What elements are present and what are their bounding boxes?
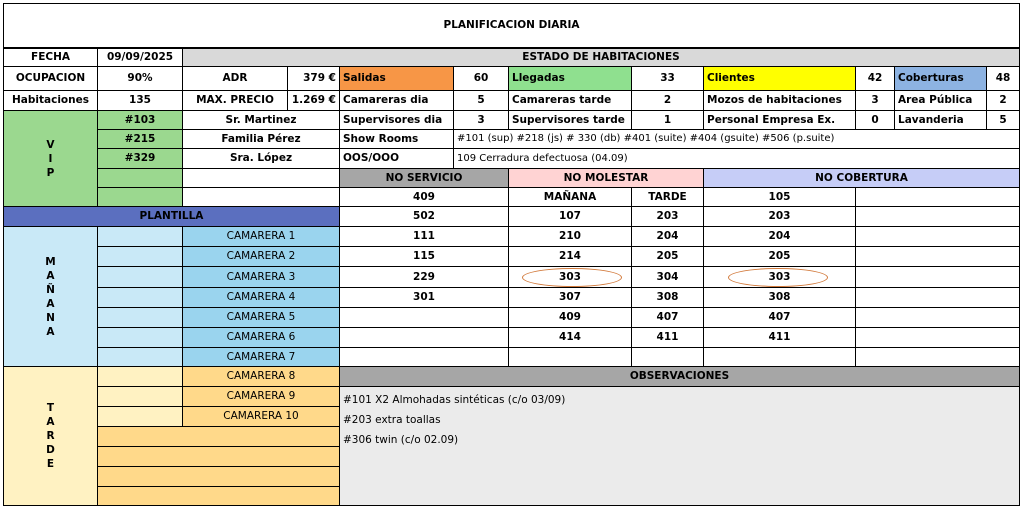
roster-slot[interactable] <box>97 466 340 487</box>
no-molestar-tarde-cell[interactable]: 205 <box>631 246 704 267</box>
no-molestar-tarde-cell[interactable]: 203 <box>631 206 704 227</box>
empty-cell[interactable] <box>339 327 509 348</box>
personal-ex-label: Personal Empresa Ex. <box>703 110 856 130</box>
sup-dia-label: Supervisores dia <box>339 110 454 130</box>
vip-letter: I <box>48 152 53 165</box>
show-rooms-label: Show Rooms <box>339 129 454 149</box>
adr-label: ADR <box>182 66 288 91</box>
roster-slot[interactable] <box>97 347 183 367</box>
maxprecio-label: MAX. PRECIO <box>182 90 288 111</box>
tarde-letter: D <box>46 444 55 456</box>
no-cobertura-header: NO COBERTURA <box>703 168 1020 188</box>
roster-slot[interactable] <box>97 386 183 407</box>
tarde-letter: R <box>46 430 55 442</box>
empty-cell[interactable] <box>631 347 704 367</box>
camarera-name[interactable]: CAMARERA 8 <box>182 366 340 387</box>
oos-value[interactable]: 109 Cerradura defectuosa (04.09) <box>453 148 1020 169</box>
vip-room[interactable]: #215 <box>97 129 183 149</box>
lavanderia-label: Lavanderia <box>894 110 987 130</box>
manana-letter: Ñ <box>46 283 55 296</box>
camareras-dia-label: Camareras dia <box>339 90 454 111</box>
empty-cell[interactable] <box>855 226 1020 247</box>
vip-letter: P <box>46 166 55 179</box>
camarera-name[interactable]: CAMARERA 10 <box>182 406 340 427</box>
camareras-tarde-label: Camareras tarde <box>508 90 632 111</box>
no-molestar-tarde-cell[interactable]: 411 <box>631 327 704 348</box>
observacion-line: #306 twin (c/o 02.09) <box>343 434 459 446</box>
coberturas-label: Coberturas <box>894 66 987 91</box>
roster-slot[interactable] <box>97 366 183 387</box>
roster-slot[interactable] <box>97 307 183 328</box>
no-cobertura-cell[interactable]: 407 <box>703 307 856 328</box>
empty-cell[interactable] <box>855 206 1020 227</box>
roster-slot[interactable] <box>97 226 183 247</box>
roster-slot[interactable] <box>97 327 183 348</box>
salidas-value[interactable]: 60 <box>453 66 509 91</box>
manana-letter: A <box>46 269 55 282</box>
no-servicio-cell[interactable]: 111 <box>339 226 509 247</box>
vip-name[interactable]: Sr. Martinez <box>182 110 340 130</box>
empty-cell[interactable] <box>855 287 1020 308</box>
tarde-letter: E <box>46 458 55 470</box>
no-molestar-tarde-cell[interactable]: 407 <box>631 307 704 328</box>
no-cobertura-cell[interactable]: 204 <box>703 226 856 247</box>
camarera-name[interactable]: CAMARERA 4 <box>182 287 340 308</box>
roster-slot[interactable] <box>97 406 183 427</box>
observaciones-box[interactable] <box>339 386 1020 506</box>
no-servicio-cell[interactable]: 409 <box>339 187 509 207</box>
empty-cell[interactable] <box>855 307 1020 328</box>
observaciones-header: OBSERVACIONES <box>339 366 1020 387</box>
vip-label <box>3 110 98 207</box>
manana-letter: A <box>46 297 55 310</box>
tarde-letter: A <box>46 416 55 428</box>
tarde-header: TARDE <box>631 187 704 207</box>
no-cobertura-cell[interactable]: 105 <box>703 187 856 207</box>
empty-cell[interactable] <box>855 246 1020 267</box>
ocupacion-label: OCUPACION <box>3 66 98 91</box>
camareras-dia-value[interactable]: 5 <box>453 90 509 111</box>
camarera-name[interactable]: CAMARERA 2 <box>182 246 340 267</box>
roster-slot[interactable] <box>97 287 183 308</box>
camarera-name[interactable]: CAMARERA 3 <box>182 266 340 288</box>
no-molestar-manana-cell[interactable]: 307 <box>508 287 632 308</box>
plantilla-header: PLANTILLA <box>3 206 340 227</box>
no-molestar-manana-cell[interactable]: 107 <box>508 206 632 227</box>
vip-name[interactable]: Familia Pérez <box>182 129 340 149</box>
no-molestar-tarde-cell[interactable]: 304 <box>631 266 704 288</box>
camarera-name[interactable]: CAMARERA 1 <box>182 226 340 247</box>
vip-room[interactable]: #329 <box>97 148 183 169</box>
sup-dia-value[interactable]: 3 <box>453 110 509 130</box>
empty-cell[interactable] <box>855 347 1020 367</box>
tarde-letter: T <box>46 402 55 414</box>
no-molestar-manana-cell[interactable]: 409 <box>508 307 632 328</box>
lavanderia-value[interactable]: 5 <box>986 110 1020 130</box>
observacion-line: #101 X2 Almohadas sintéticas (c/o 03/09) <box>343 394 566 406</box>
page-title: PLANIFICACION DIARIA <box>3 3 1020 48</box>
manana-letter: M <box>45 255 56 268</box>
no-servicio-cell[interactable]: 115 <box>339 246 509 267</box>
empty-cell[interactable] <box>855 327 1020 348</box>
manana-header: MAÑANA <box>508 187 632 207</box>
mozos-label: Mozos de habitaciones <box>703 90 856 111</box>
mozos-value[interactable]: 3 <box>855 90 895 111</box>
roster-slot[interactable] <box>97 426 340 447</box>
ocupacion-value[interactable]: 90% <box>97 66 183 91</box>
area-publica-label: Area Pública <box>894 90 987 111</box>
roster-slot[interactable] <box>97 486 340 506</box>
personal-ex-value[interactable]: 0 <box>855 110 895 130</box>
vip-letter: V <box>46 138 55 151</box>
no-cobertura-cell[interactable]: 203 <box>703 206 856 227</box>
salidas-label: Salidas <box>339 66 454 91</box>
roster-slot[interactable] <box>97 446 340 467</box>
llegadas-value[interactable]: 33 <box>631 66 704 91</box>
camarera-name[interactable]: CAMARERA 9 <box>182 386 340 407</box>
clientes-label: Clientes <box>703 66 856 91</box>
camarera-name[interactable]: CAMARERA 5 <box>182 307 340 328</box>
empty-cell[interactable] <box>855 187 1020 207</box>
vip-name-empty[interactable] <box>182 187 340 207</box>
observacion-line: #203 extra toallas <box>343 414 441 426</box>
no-molestar-manana-cell[interactable]: 303 <box>508 266 632 288</box>
maxprecio-value[interactable]: 1.269 € <box>287 90 340 111</box>
vip-room[interactable]: #103 <box>97 110 183 130</box>
no-servicio-cell[interactable]: 301 <box>339 287 509 308</box>
no-molestar-manana-cell[interactable]: 214 <box>508 246 632 267</box>
no-servicio-cell[interactable]: 229 <box>339 266 509 288</box>
vip-room-empty[interactable] <box>97 168 183 188</box>
llegadas-label: Llegadas <box>508 66 632 91</box>
fecha-value[interactable]: 09/09/2025 <box>97 48 183 67</box>
vip-room-empty[interactable] <box>97 187 183 207</box>
manana-letter: N <box>46 311 55 324</box>
no-cobertura-cell[interactable]: 308 <box>703 287 856 308</box>
camarera-name[interactable]: CAMARERA 6 <box>182 327 340 348</box>
habitaciones-value[interactable]: 135 <box>97 90 183 111</box>
no-servicio-cell[interactable]: 502 <box>339 206 509 227</box>
manana-label <box>3 226 98 367</box>
sup-tarde-label: Supervisores tarde <box>508 110 632 130</box>
empty-cell[interactable] <box>339 347 509 367</box>
empty-cell[interactable] <box>703 347 856 367</box>
no-molestar-tarde-cell[interactable]: 308 <box>631 287 704 308</box>
manana-letter: A <box>46 325 55 338</box>
camarera-name[interactable]: CAMARERA 7 <box>182 347 340 367</box>
area-publica-value[interactable]: 2 <box>986 90 1020 111</box>
camareras-tarde-value[interactable]: 2 <box>631 90 704 111</box>
habitaciones-label: Habitaciones <box>3 90 98 111</box>
roster-slot[interactable] <box>97 246 183 267</box>
oos-label: OOS/OOO <box>339 148 454 169</box>
sup-tarde-value[interactable]: 1 <box>631 110 704 130</box>
empty-cell[interactable] <box>508 347 632 367</box>
show-rooms-value[interactable]: #101 (sup) #218 (js) # 330 (db) #401 (suite) #404 (gsuite) #506 (p.suite) <box>453 129 1020 149</box>
no-molestar-manana-cell[interactable]: 210 <box>508 226 632 247</box>
no-molestar-manana-cell[interactable]: 414 <box>508 327 632 348</box>
adr-value[interactable]: 379 € <box>287 66 340 91</box>
no-molestar-header: NO MOLESTAR <box>508 168 704 188</box>
vip-name[interactable]: Sra. López <box>182 148 340 169</box>
no-cobertura-cell[interactable]: 205 <box>703 246 856 267</box>
no-cobertura-cell[interactable]: 303 <box>703 266 856 288</box>
vip-name-empty[interactable] <box>182 168 340 188</box>
empty-cell[interactable] <box>855 266 1020 288</box>
estado-title: ESTADO DE HABITACIONES <box>182 48 1020 67</box>
clientes-value[interactable]: 42 <box>855 66 895 91</box>
coberturas-value[interactable]: 48 <box>986 66 1020 91</box>
roster-slot[interactable] <box>97 266 183 288</box>
empty-cell[interactable] <box>339 307 509 328</box>
no-cobertura-cell[interactable]: 411 <box>703 327 856 348</box>
fecha-label: FECHA <box>3 48 98 67</box>
no-molestar-tarde-cell[interactable]: 204 <box>631 226 704 247</box>
tarde-label <box>3 366 98 506</box>
no-servicio-header: NO SERVICIO <box>339 168 509 188</box>
